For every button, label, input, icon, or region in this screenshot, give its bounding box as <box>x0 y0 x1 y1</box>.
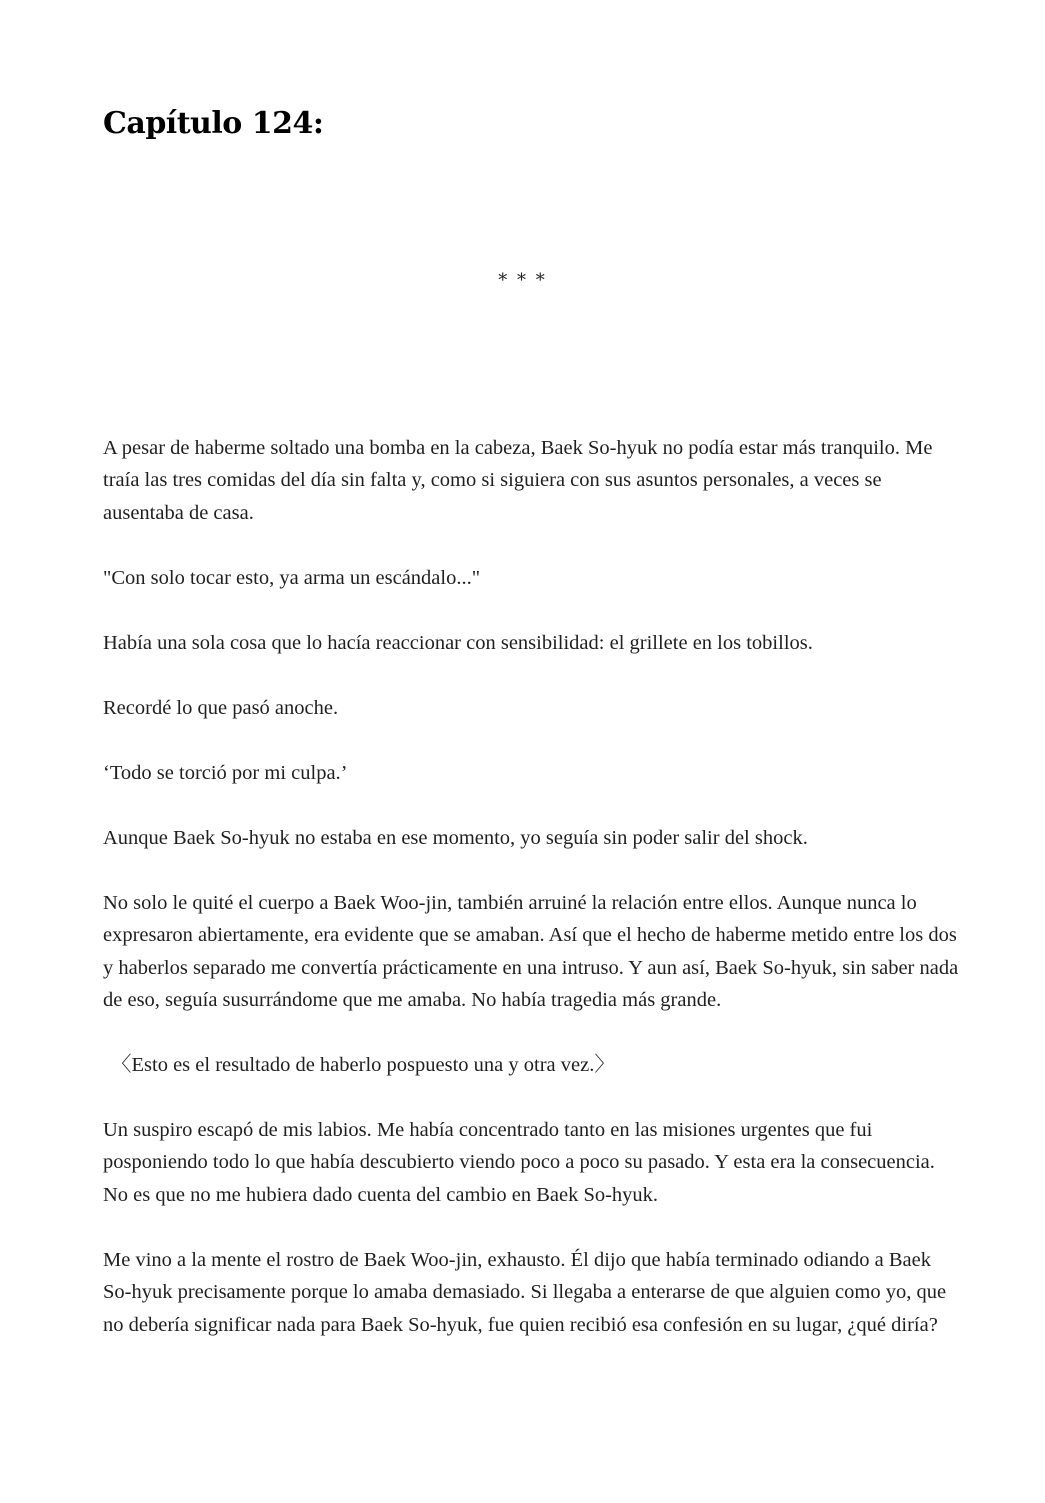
paragraph: Me vino a la mente el rostro de Baek Woo-jin, exhausto. Él dijo que había terminado odiando a Baek So-hyuk precisamente porque lo amaba demasiado. Si llegaba a enterarse de que alguien como yo, que no debería significar nada para Baek So-hyuk, fue quien recibió esa confesión en su lugar, ¿qué diría? <box>103 1248 947 1336</box>
paragraph: "Con solo tocar esto, ya arma un escándalo..." <box>103 566 481 589</box>
paragraph: Recordé lo que pasó anoche. <box>103 696 339 719</box>
chapter-title: Capítulo 124: <box>103 106 324 141</box>
paragraph: ‘Todo se torció por mi culpa.’ <box>103 761 348 784</box>
paragraph: 〈Esto es el resultado de haberlo pospuesto una y otra vez.〉 <box>111 1054 615 1077</box>
paragraph: Aunque Baek So-hyuk no estaba en ese momento, yo seguía sin poder salir del shock. <box>103 826 808 849</box>
paragraph: No solo le quité el cuerpo a Baek Woo-jin, también arruiné la relación entre ellos. Aunque nunca lo expresaron abiertamente, era evidente que se amaban. Así que el hecho de haberme metido entre los dos y haberlos separado me convertía prácticamente en una intruso. Y aun así, Baek So-hyuk, sin saber nada de eso, seguía susurrándome que me amaba. No había tragedia más grande. <box>103 891 959 1012</box>
section-separator: * * * <box>498 270 547 291</box>
chapter-body <box>103 432 963 1374</box>
paragraph: Un suspiro escapó de mis labios. Me había concentrado tanto en las misiones urgentes que fui posponiendo todo lo que había descubierto viendo poco a poco su pasado. Y esta era la consecuencia. No es que no me hubiera dado cuenta del cambio en Baek So-hyuk. <box>103 1119 935 1206</box>
paragraph: Había una sola cosa que lo hacía reaccionar con sensibilidad: el grillete en los tobillos. <box>103 631 813 654</box>
paragraph: A pesar de haberme soltado una bomba en la cabeza, Baek So-hyuk no podía estar más tranquilo. Me traía las tres comidas del día sin falta y, como si siguiera con sus asuntos personales, a veces se ausentaba de casa. <box>103 437 933 524</box>
